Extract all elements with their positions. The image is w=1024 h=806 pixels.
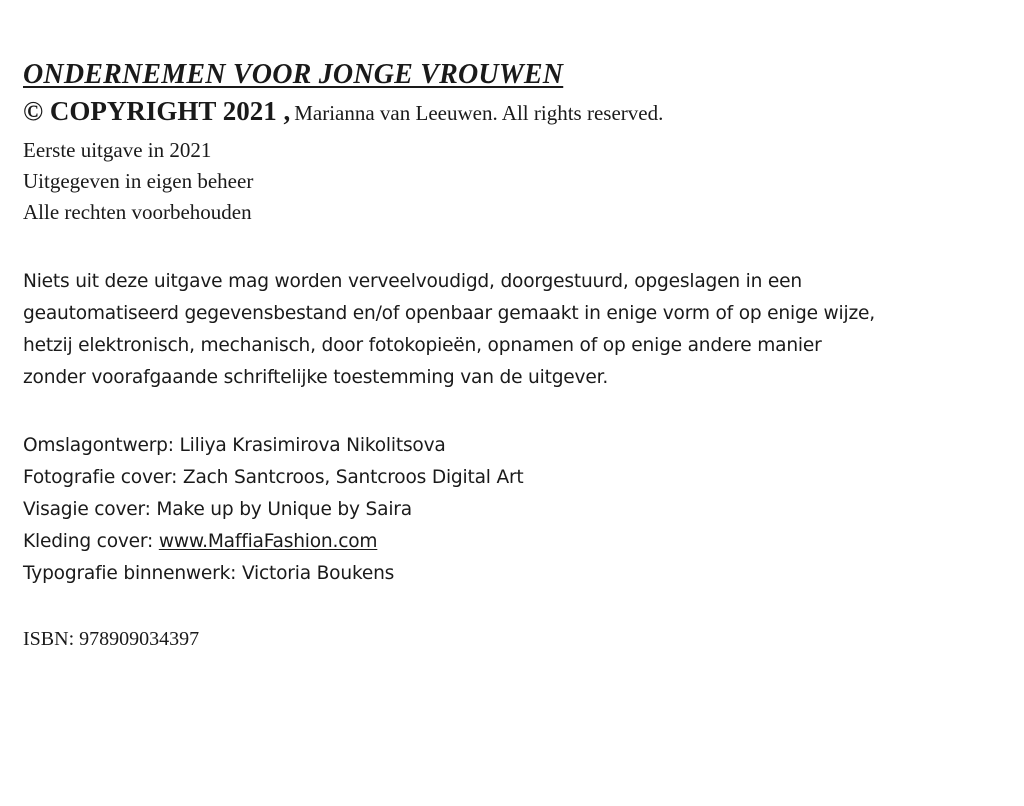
credit-cover-design: Omslagontwerp: Liliya Krasimirova Nikolitsova: [23, 435, 446, 456]
edition-line-first: Eerste uitgave in 2021: [23, 138, 212, 162]
credit-typography: Typografie binnenwerk: Victoria Boukens: [23, 563, 395, 584]
edition-line-publisher: Uitgegeven in eigen beheer: [23, 169, 254, 193]
copyright-page: [23, 58, 1013, 654]
copyright-mark: © COPYRIGHT 2021 ,: [23, 96, 291, 126]
notice-line: Niets uit deze uitgave mag worden verveelvoudigd, doorgestuurd, opgeslagen in een: [23, 271, 802, 292]
rights-notice: [23, 266, 1013, 394]
notice-line: geautomatiseerd gegevensbestand en/of openbaar gemaakt in enige vorm of op enige wijze,: [23, 303, 875, 324]
notice-line: zonder voorafgaande schriftelijke toestemming van de uitgever.: [23, 367, 609, 388]
copyright-line: [23, 92, 1013, 135]
book-title: ONDERNEMEN VOOR JONGE VROUWEN: [23, 59, 564, 90]
credits-list: [23, 430, 1013, 590]
edition-line-rights: Alle rechten voorbehouden: [23, 200, 252, 224]
edition-info: [23, 135, 1013, 228]
isbn-number: ISBN: 978909034397: [23, 628, 200, 650]
credit-cover-makeup: Visagie cover: Make up by Unique by Saira: [23, 499, 412, 520]
copyright-owner: Marianna van Leeuwen. All rights reserved.: [294, 101, 664, 125]
credit-cover-photo: Fotografie cover: Zach Santcroos, Santcroos Digital Art: [23, 467, 524, 488]
credit-clothing-label: Kleding cover:: [23, 531, 159, 552]
credit-clothing: [23, 526, 1013, 558]
notice-line: hetzij elektronisch, mechanisch, door fotokopieën, opnamen of op enige andere manier: [23, 335, 822, 356]
clothing-website-link[interactable]: www.MaffiaFashion.com: [158, 531, 378, 552]
